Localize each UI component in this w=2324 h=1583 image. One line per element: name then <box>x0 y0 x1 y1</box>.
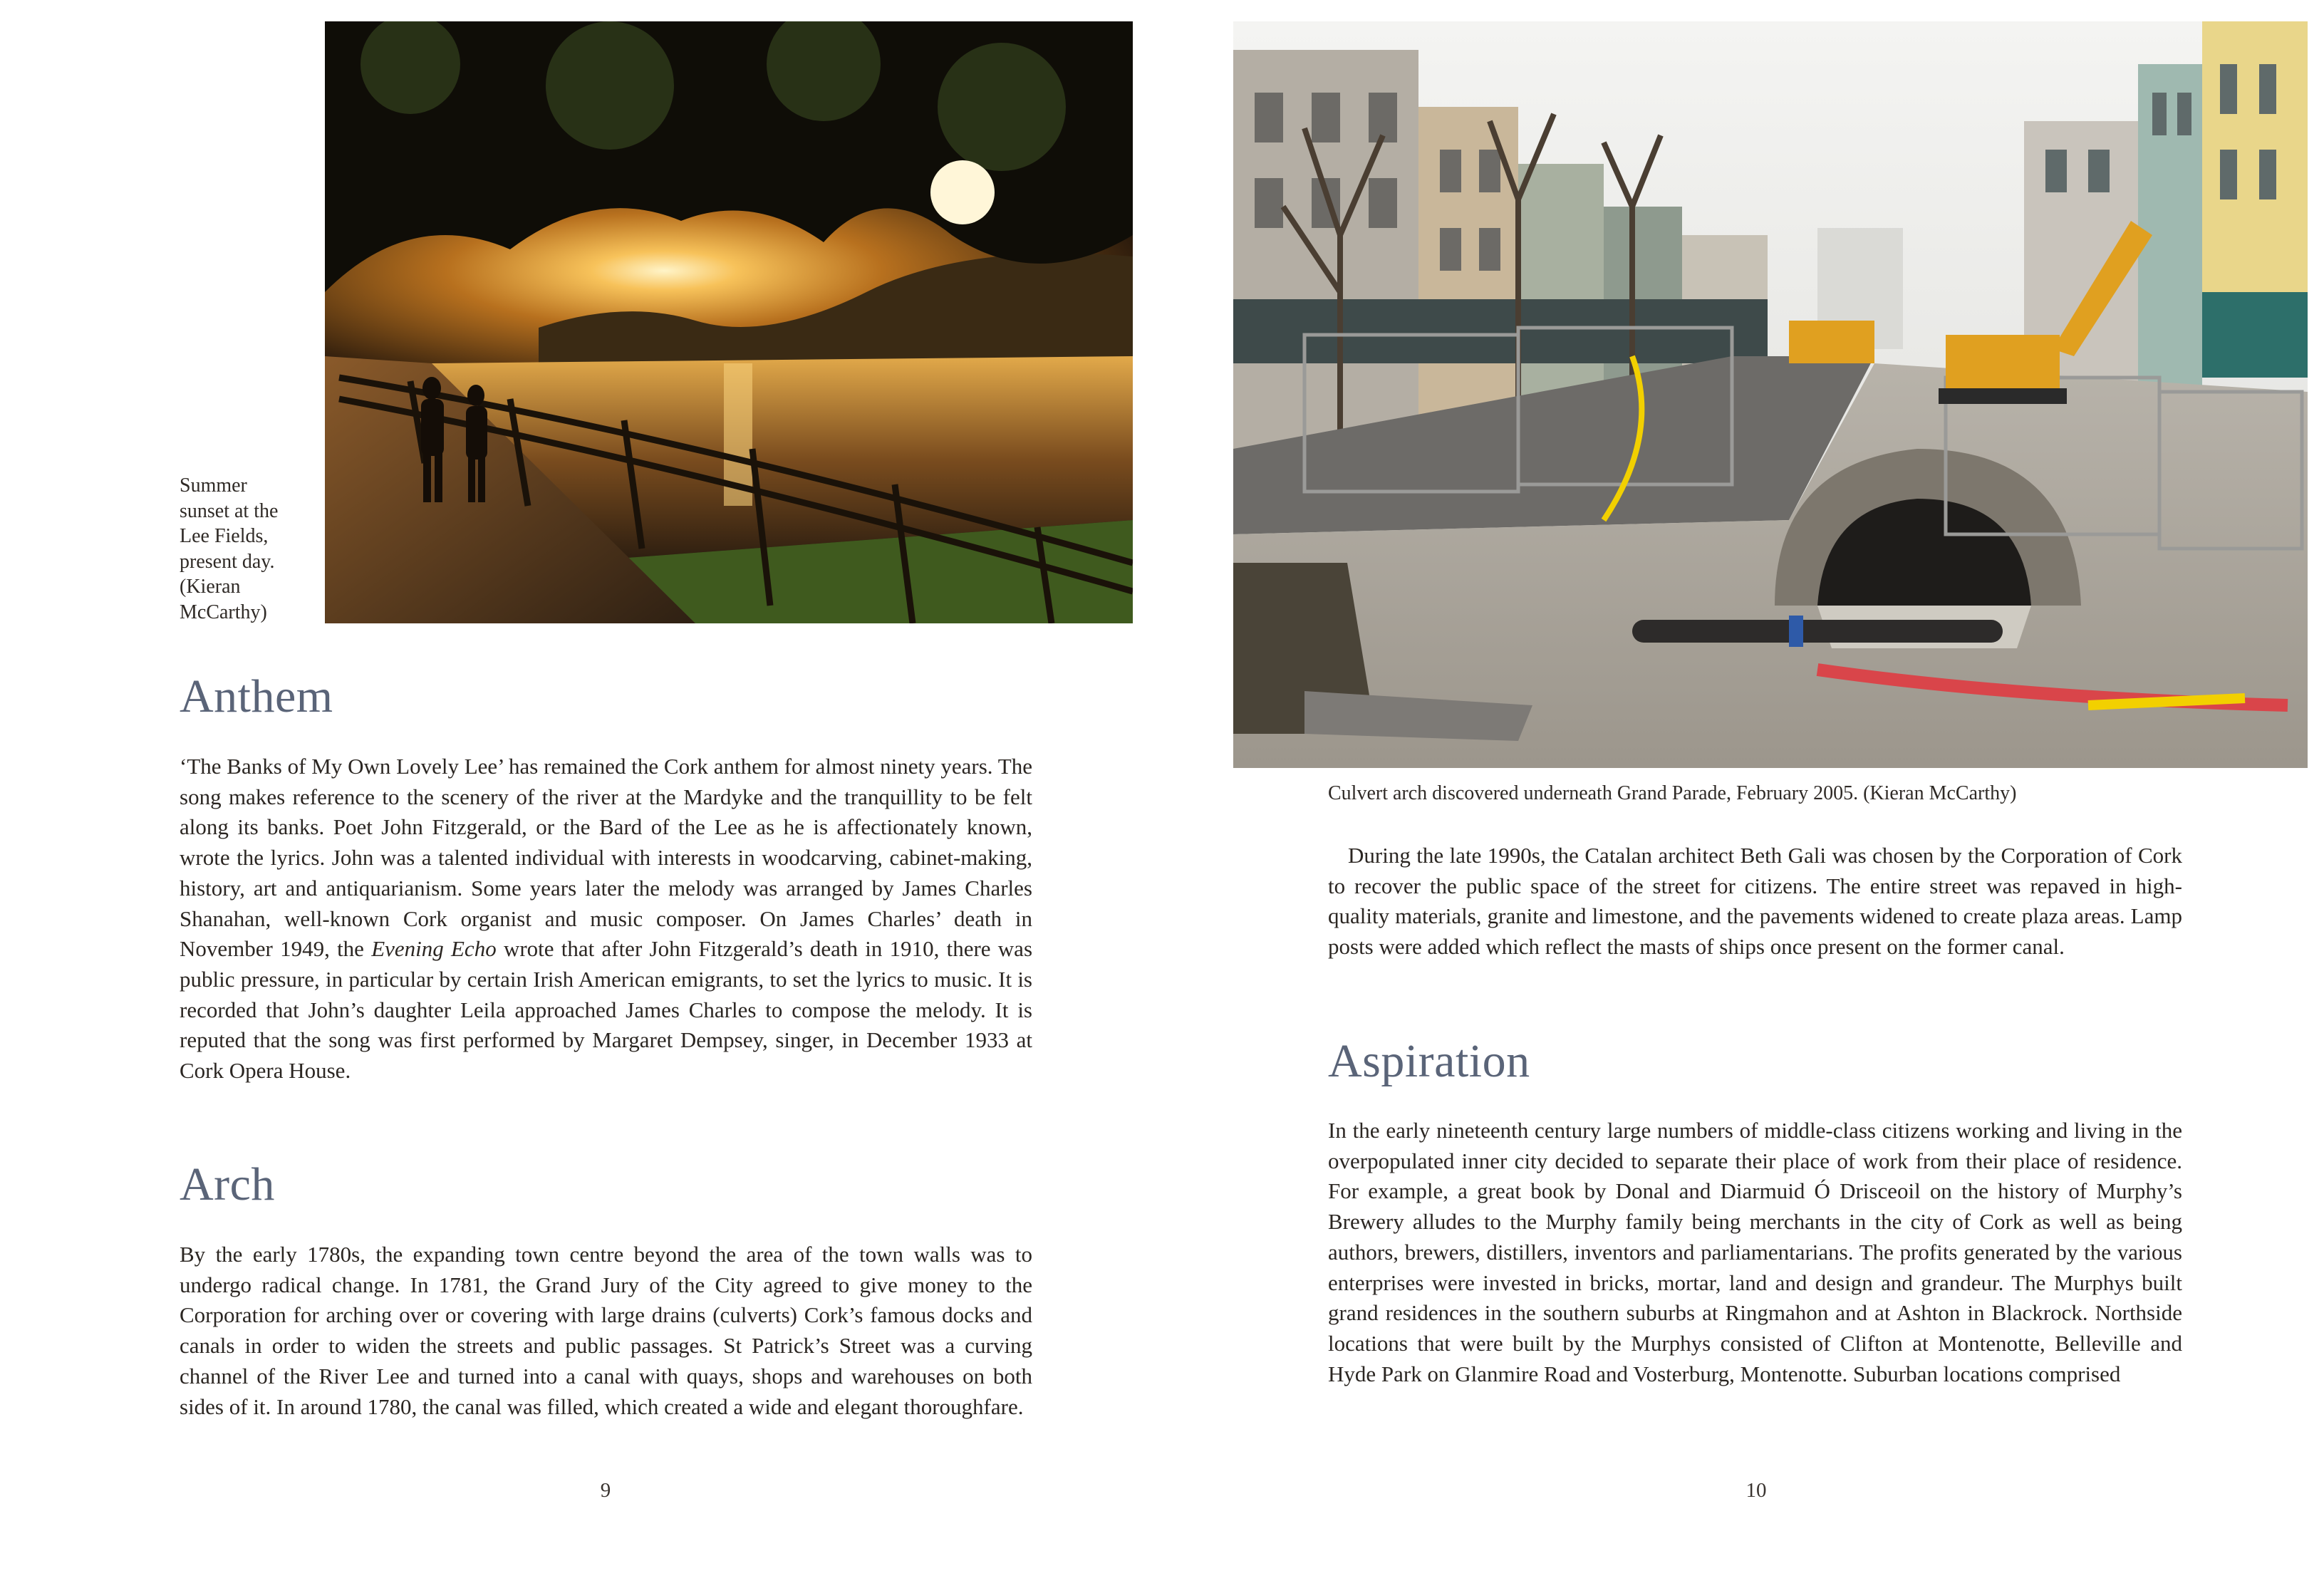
grand-parade-excavation-image <box>1233 21 2308 768</box>
arch-paragraph: By the early 1780s, the expanding town centre beyond the area of the town walls was to undergo radical change. In 1781, the Grand Jury of the City agreed to give money to the Corporation for arching over or covering with large drains (culverts) Cork’s famous docks and canals in order to widen the streets and public passages. St Patrick’s Street was a curving channel of the River Lee and turned into a canal with quays, shops and warehouses on both sides of it. In around 1780, the canal was filled, which created a wide and elegant thoroughfare. <box>180 1242 1032 1419</box>
aspiration-paragraph: In the early nineteenth century large numbers of middle-class citizens working and living in the overpopulated inner city decided to separate their place of work from their place of residence. For example, a great book by Donal and Diarmuid Ó Drisceoil on the history of Murphy’s Brewery alludes to the Murphy family being merchants in the city of Cork as well as being authors, brewers, distillers, inventors and parliamentarians. The profits generated by the various enterprises were invested in bricks, mortar, land and design and grandeur. The Murphys built grand residences in the southern suburbs at Ringmahon and at Ashton in Blackrock. Northside locations that were built by the Murphys consisted of Clifton at Montenotte, Belleville and Hyde Park on Glanmire Road and Vosterburg, Montenotte. Suburban locations comprised <box>1328 1118 2182 1386</box>
page-number-right: 10 <box>1745 1479 1767 1502</box>
evening-echo-title: Evening Echo <box>371 936 497 962</box>
gali-paragraph-text: During the late 1990s, the Catalan architect Beth Gali was chosen by the Corporation of Cork to recover the public space of the street for citizens. The entire street was repaved in high-quality materials, granite and limestone, and the pavements widened to create plaza areas. Lamp posts were added which reflect the masts of ships once present on the former canal. <box>1328 843 2182 960</box>
culvert-photo-caption: Culvert arch discovered underneath Grand Parade, February 2005. (Kieran McCarthy) <box>1328 782 2017 804</box>
section-heading-arch: Arch <box>180 1158 275 1210</box>
gali-paragraph <box>1328 841 2182 962</box>
culvert-photo <box>1233 21 2308 768</box>
section-heading-aspiration: Aspiration <box>1328 1035 1530 1087</box>
anthem-text-start: ‘The Banks of My Own Lovely Lee’ has remained the Cork anthem for almost ninety years. The song makes reference to the scenery of the river at the Mardyke and the tranquillity to be felt along its banks. Poet John Fitzgerald, or the Bard of the Lee as he is affectionately known, wrote the lyrics. John was a talented individual with interests in woodcarving, cabinet-making, history, art and antiquarianism. Some years later the melody was arranged by James Charles Shanahan, well-known Cork organist and music composer. On James Charles’ death in November 1949, the <box>180 754 1032 962</box>
sunset-photo <box>325 21 1133 623</box>
right-page <box>1162 0 2324 1583</box>
anthem-paragraph <box>180 752 1032 1086</box>
sunset-river-image <box>325 21 1133 623</box>
sunset-photo-caption: Summer sunset at the Lee Fields, present day. (Kieran McCarthy) <box>180 474 279 623</box>
anthem-text-end: wrote that after John Fitzgerald’s death in 1910, there was public pressure, in particular by certain Irish American emigrants, to set the lyrics to music. It is recorded that John’s daughter Leila approached James Charles to compose the melody. It is reputed that the song was first performed by Margaret Dempsey, singer, in December 1933 at Cork Opera House. <box>180 936 1033 1084</box>
section-heading-anthem: Anthem <box>180 670 333 722</box>
page-number-left: 9 <box>600 1479 611 1502</box>
